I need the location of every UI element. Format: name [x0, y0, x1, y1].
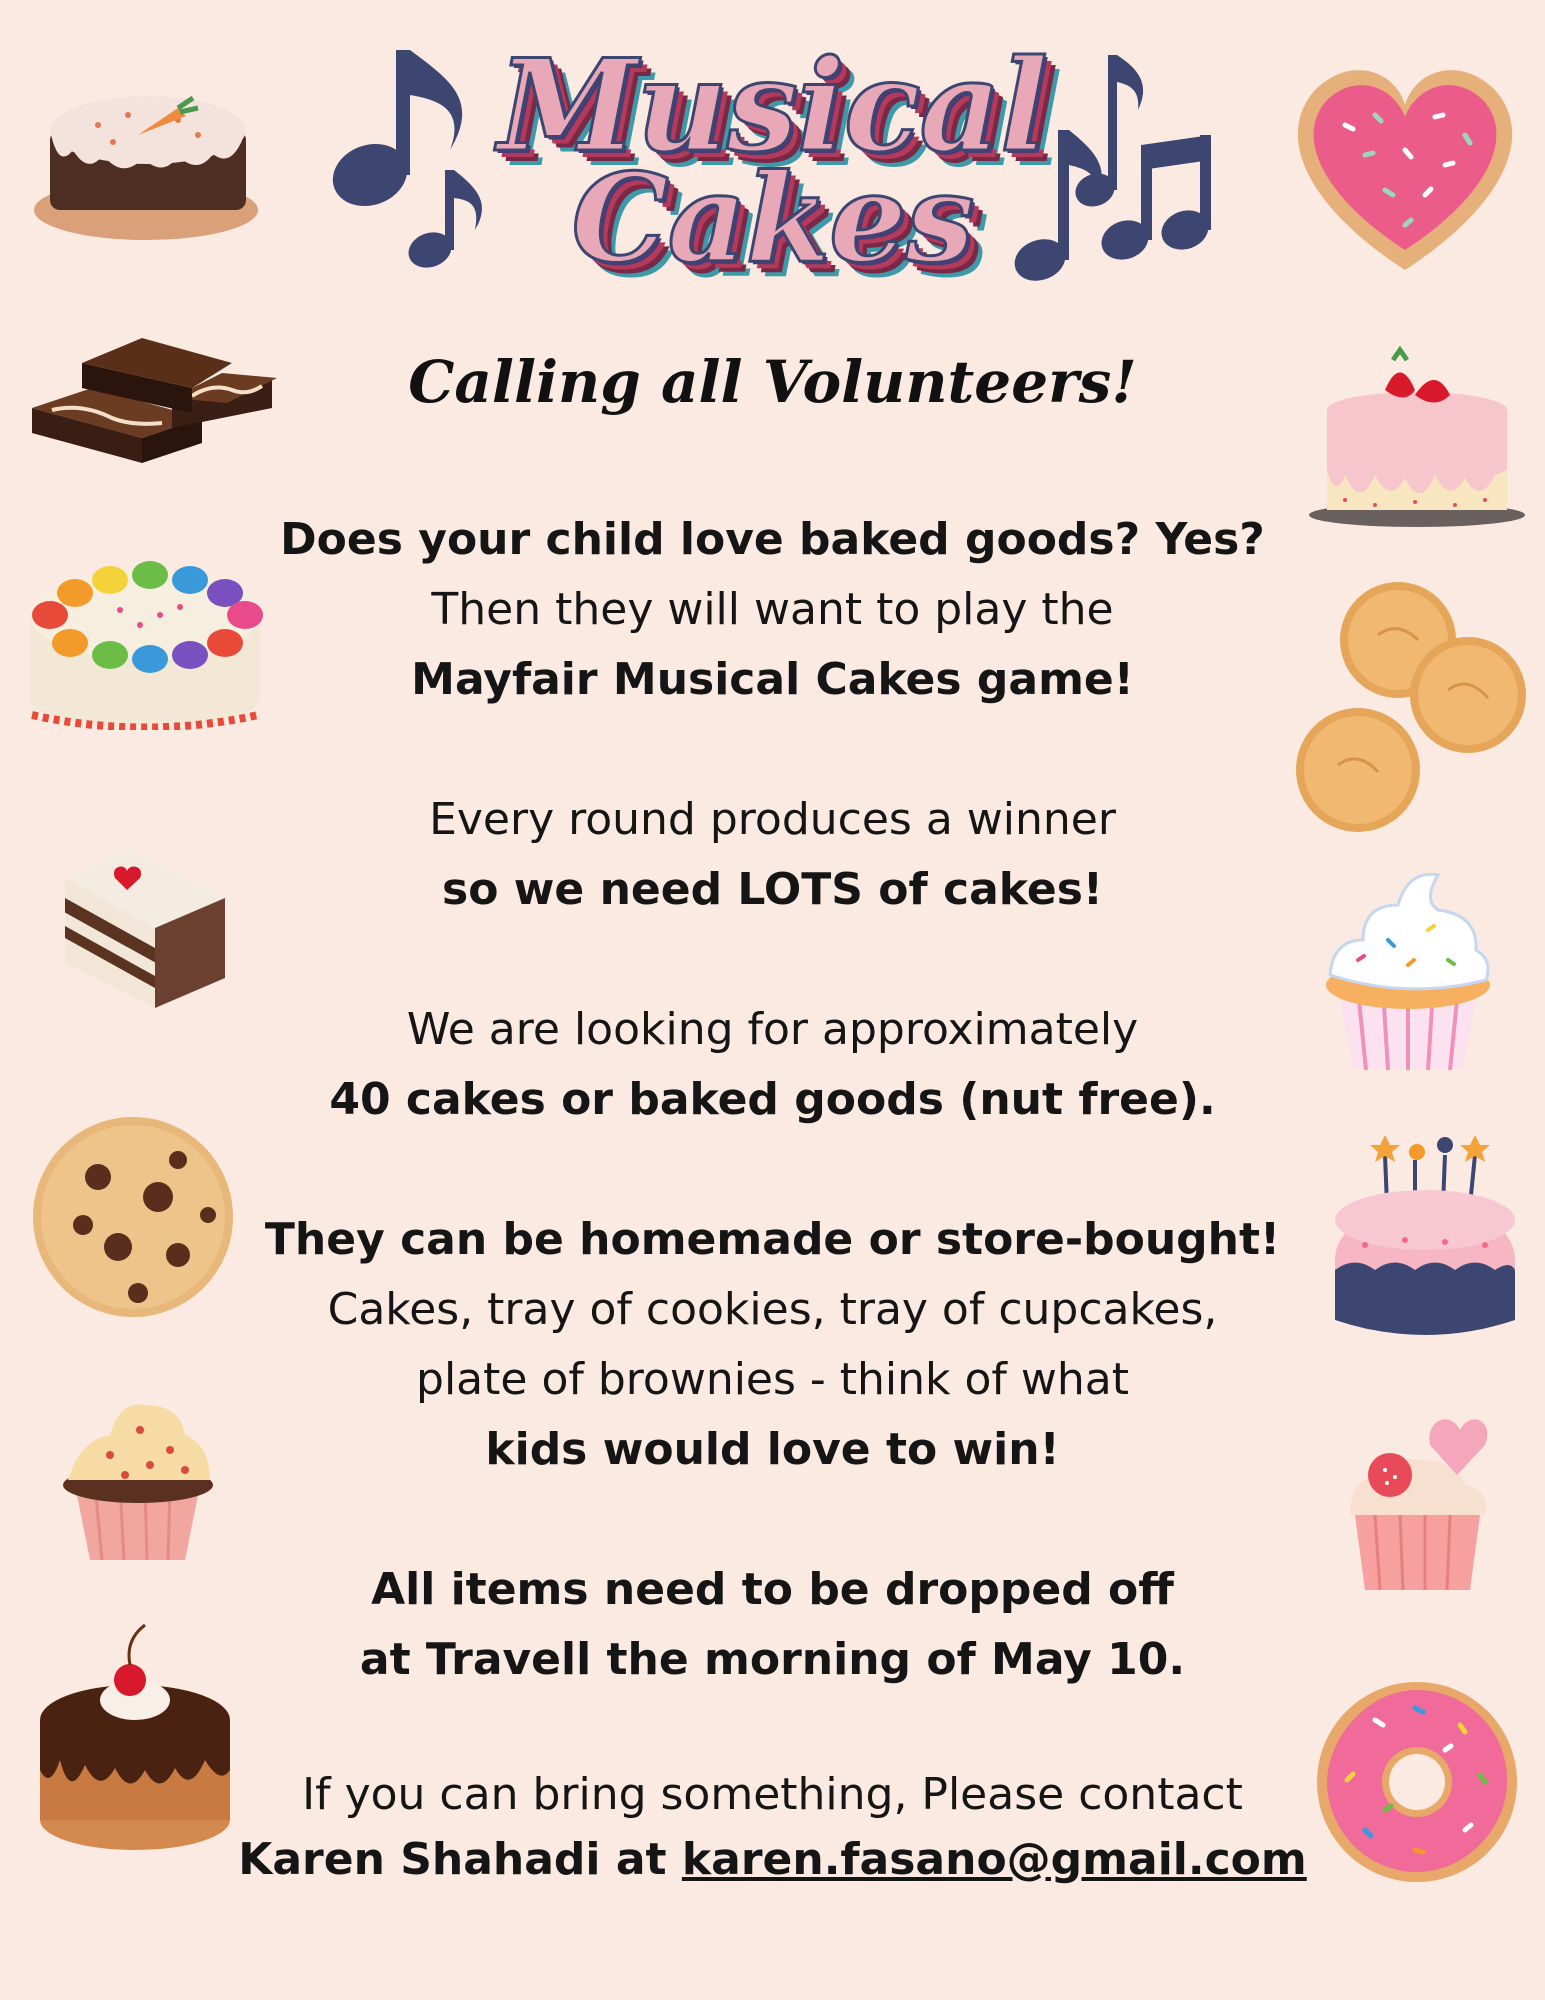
sugar-cookies-icon [1288, 580, 1528, 835]
birthday-cake-icon [1325, 1130, 1525, 1345]
carrot-cake-icon [28, 70, 268, 250]
sprinkle-cupcake-icon [50, 1380, 225, 1565]
body-line: Mayfair Musical Cakes game! [411, 654, 1134, 705]
body-line: We are looking for approximately [406, 1004, 1139, 1055]
body-line: 40 cakes or baked goods (nut free). [329, 1074, 1216, 1125]
strawberry-cupcake-icon [1345, 1405, 1490, 1595]
body-line: Cakes, tray of cookies, tray of cupcakes, [327, 1284, 1218, 1335]
cherry-chocolate-cake-icon [30, 1620, 240, 1860]
body-line: They can be homemade or store-bought! [264, 1214, 1281, 1265]
donut-icon [1315, 1680, 1520, 1885]
cake-slice-icon [55, 838, 235, 1013]
body-line: kids would love to win! [485, 1424, 1060, 1475]
body-line: plate of brownies - think of what [416, 1354, 1129, 1405]
body-line: at Travell the morning of May 10. [359, 1634, 1186, 1685]
rainbow-cake-icon [20, 555, 270, 730]
strawberry-cake-icon [1305, 340, 1530, 530]
heart-cookie-icon [1285, 55, 1525, 275]
body-line: so we need LOTS of cakes! [442, 864, 1103, 915]
title-line-2: Cakes [571, 146, 974, 290]
subtitle: Calling all Volunteers! [408, 348, 1137, 416]
music-note-icon [1000, 40, 1220, 290]
body-line: If you can bring something, Please contact [302, 1769, 1243, 1820]
chocolate-chip-cookie-icon [28, 1115, 238, 1320]
music-note-icon [330, 40, 510, 280]
title-line-1: Musical [497, 32, 1048, 180]
body-line: All items need to be dropped off [371, 1564, 1174, 1615]
body-line: Then they will want to play the [431, 584, 1114, 635]
brownies-icon [22, 318, 282, 468]
cupcake-icon [1318, 860, 1498, 1075]
contact-name: Karen Shahadi at [238, 1834, 682, 1885]
body-line: Does your child love baked goods? Yes? [280, 514, 1265, 565]
body-line: Every round produces a winner [429, 794, 1116, 845]
email-link[interactable]: karen.fasano@gmail.com [681, 1834, 1307, 1885]
